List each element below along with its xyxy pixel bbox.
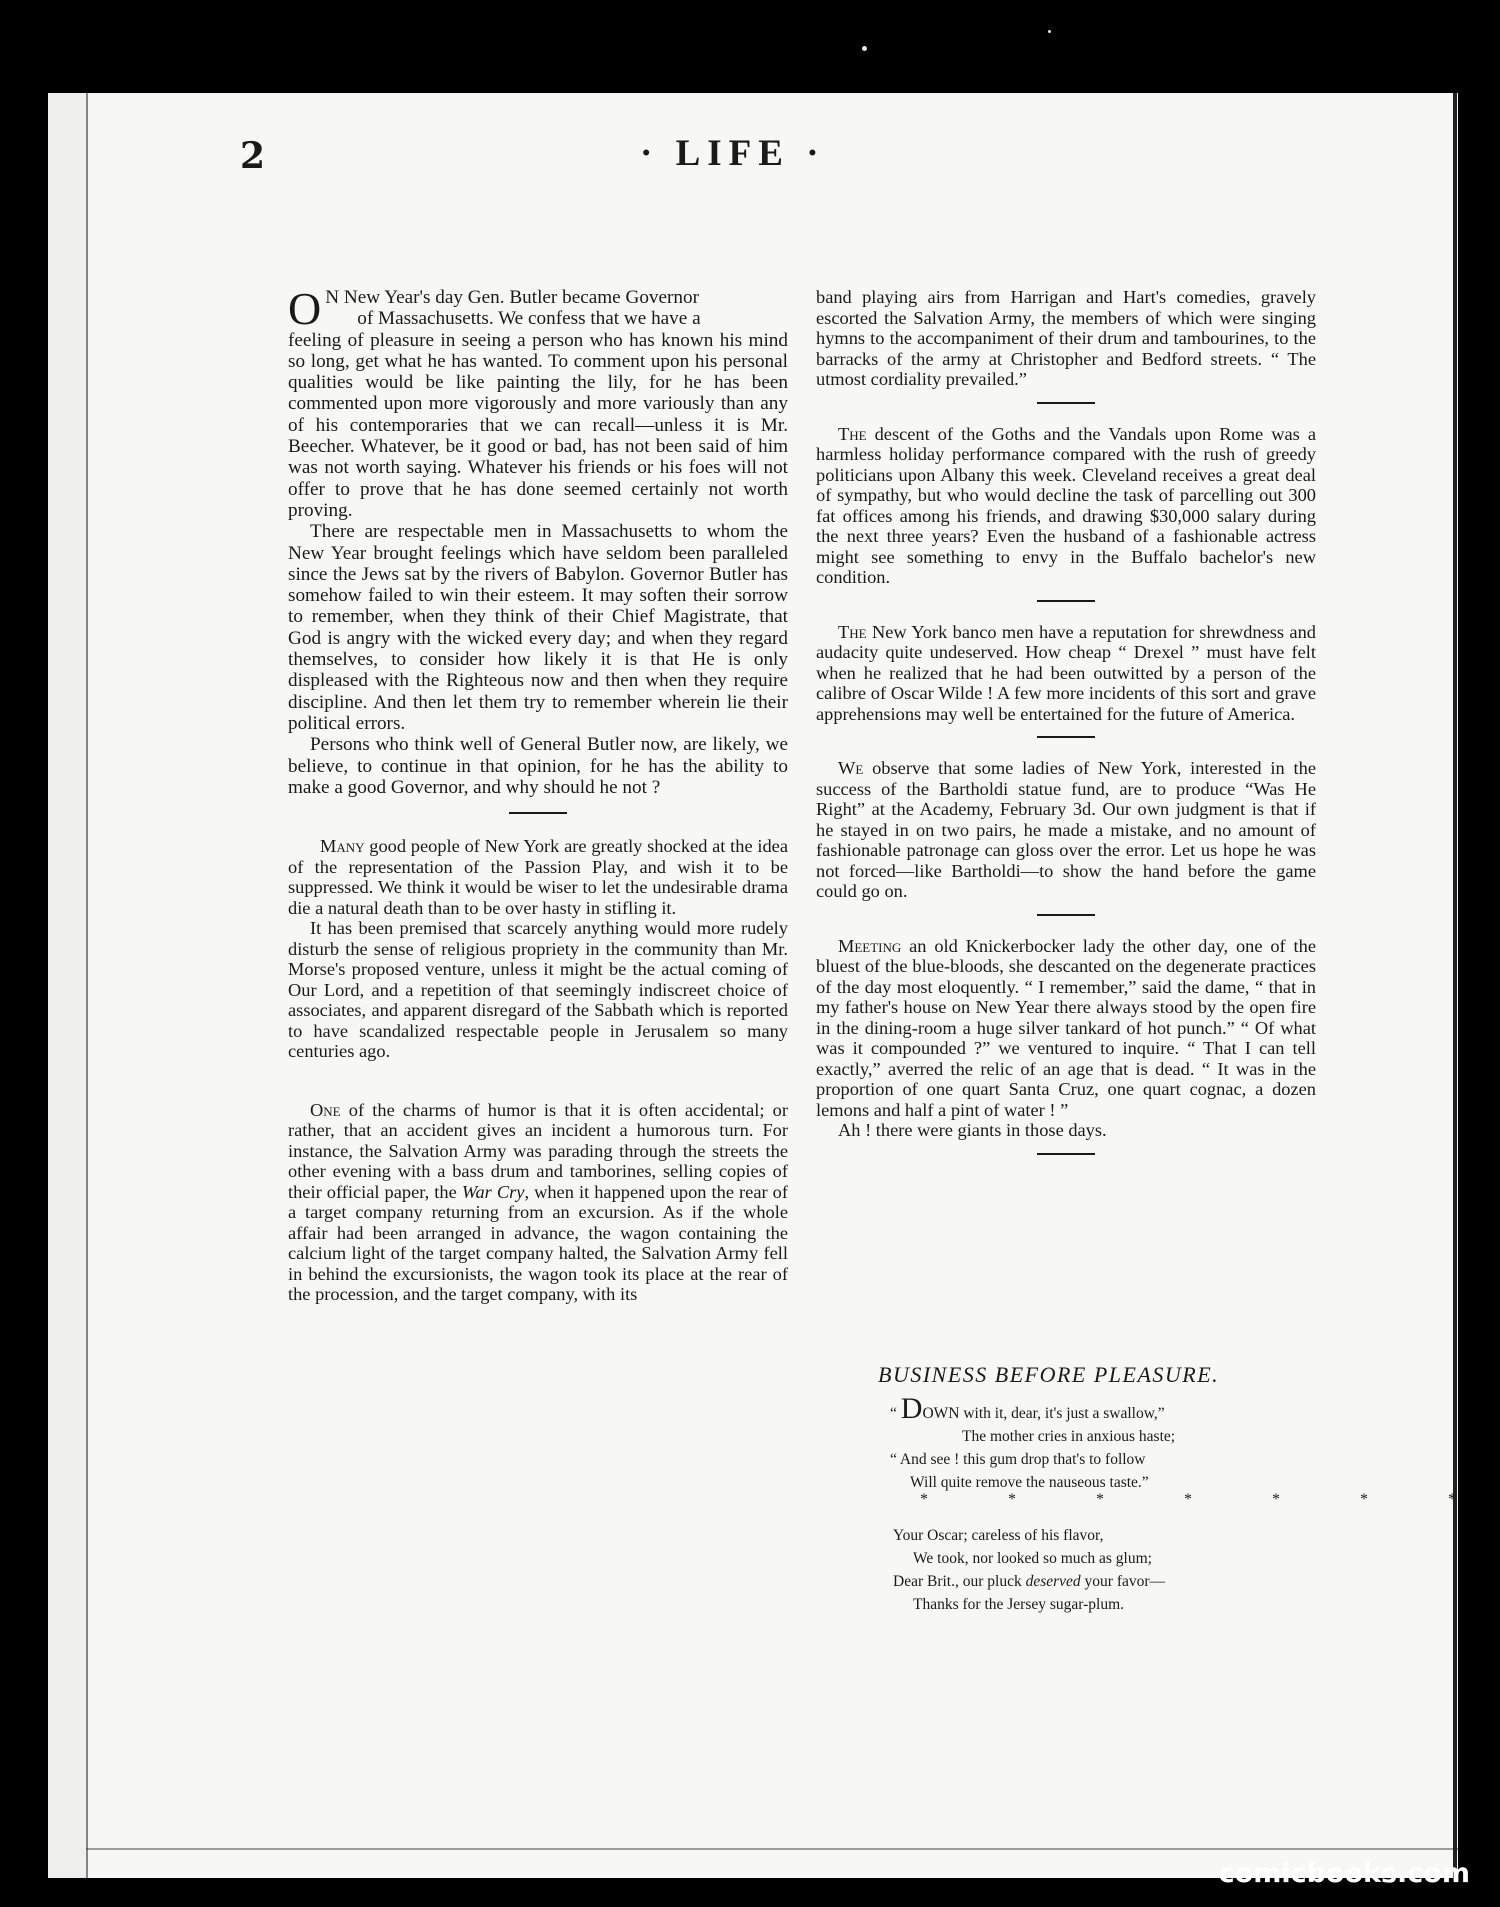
paragraph: There are respectable men in Massachusetts to whom the New Year brought feelings which have seldom been paralleled since the Jews sat by the rivers of Babylon. Governor Butler has somehow failed to win their esteem. It may soften their sorrow to remember, when they think of their Chief Magistrate, that God is angry with the wicked every day; and when they regard themselves, to consider how likely it is that He is only displeased with the Righteous now and then when they require discipline. And then let them try to remember wherein lie their political errors. [288,521,788,734]
article-salvation-army: One of the charms of humor is that it is often accidental; or rather, that an accident gives an incident a humorous turn. For instance, the Salvation Army was parading through the streets the other evening with a bass drum and tamborines, selling copies of their official paper, the War Cry, when it happened upon the rear of a target company returning from an excursion. As if the whole affair had been arranged in advance, the wagon containing the calcium light of the target company halted, the Salvation Army fell in behind the excursionists, the wagon took its place at the rear of the procession, and the target company, with its [288,1099,788,1305]
section-divider [1037,914,1095,916]
section-divider [509,812,567,814]
dust-speck [862,46,867,51]
article-butler-governor: O N New Year's day Gen. Butler became Governor of Massachusetts. We confess that we have a feeling of pleasure in seeing a person who has known his mind so long, get what he has wanted. To comment upon his personal qualities would be like painting the lily, for he has been commented upon more vigorously and more variously than any of his contemporaries that we can recall—unless it is Mr. Beecher. Whatever, be it good or bad, has not been said of him was not worth saying. Whatever his friends or his foes will not offer to prove that he has done seemed certainly not worth proving. [288,283,788,521]
paragraph: band playing airs from Harrigan and Hart's comedies, gravely escorted the Salvation Army, the members of which were singing hymns to the accompaniment of their drum and tambourines, to the barracks of the army at Christopher and Bedford streets. “ The utmost cordiality prevailed.” [816,287,1316,389]
dust-speck [1048,30,1051,33]
article-albany: The descent of the Goths and the Vandals upon Rome was a harmless holiday performance compared with the rush of greedy politicians upon Albany this week. Cleveland receives a great deal of sympathy, but who would decline the task of parcelling out 300 fat offices among his friends, and drawing $30,000 salary during the next three years? Even the husband of a fashionable actress might see something to envy in the Buffalo bachelor's new condition. [816,423,1316,587]
section-divider [1037,736,1095,738]
poem-stanza-1 [890,1392,1176,1494]
page-bottom-rule [86,1848,1458,1850]
poem-line: Dear Brit., our pluck deserved your favor— [893,1573,1166,1590]
paragraph: Persons who think well of General Butler now, are likely, we believe, to continue in that opinion, for he has the ability to make a good Governor, and why should he not ? [288,734,788,798]
section-divider [1037,1153,1095,1155]
poem-line: Thanks for the Jersey sugar-plum. [913,1596,1125,1613]
ornament-stars: * * * * * * * [920,1491,1494,1508]
section-divider [1037,600,1095,602]
section-spacer [509,1076,567,1078]
article-passion-play: Many good people of New York are greatly shocked at the idea of the representation of the Passion Play, and wish it to be suppressed. We think it would be wiser to let the undesirable drama die a natural death than to be over hasty in stifling it. [288,836,788,918]
poem-line: “ And see ! this gum drop that's to follow [890,1451,1146,1468]
article-bartholdi: We observe that some ladies of New York, interested in the success of the Bartholdi statue fund, are to produce “Was He Right” at the Academy, February 3d. Our own judgment is that if he stayed in on two pairs, he made a mistake, and no amount of fashionable patronage can gloss over the error. Let us hope he was not forced—like Bartholdi—to show the hand before the game could go on. [816,758,1316,901]
right-column [816,287,1316,1175]
page-left-rule [86,93,88,1878]
poem-line: We took, nor looked so much as glum; [913,1550,1152,1567]
left-column [288,283,788,1305]
masthead-title: · LIFE · [640,133,826,174]
poem-line: The mother cries in anxious haste; [962,1428,1176,1445]
site-watermark: comicbooks.com [1218,1858,1470,1889]
drop-cap: O [288,283,322,334]
page-left-margin [48,93,86,1878]
paragraph: Ah ! there were giants in those days. [838,1120,1107,1140]
article-banco-men: The New York banco men have a reputation for shrewdness and audacity quite undeserved. How cheap “ Drexel ” must have felt when he realized that he had been outwitted by a person of the calibre of Oscar Wilde ! A few more incidents of this sort and grave apprehensions may well be entertained for the future of America. [816,621,1316,724]
poem-stanza-2 [893,1524,1165,1616]
article-knickerbocker: Meeting an old Knickerbocker lady the other day, one of the bluest of the blue-bloods, she descanted on the degenerate practices of the day most eloquently. “ I remember,” said the dame, “ that in my father's house on New Year there always stood by the open fire in the dining-room a huge silver tankard of hot punch.” “ Of what was it compounded ?” we ventured to inquire. “ That I can tell exactly,” averred the relic of an age that is dead. “ It was in the proportion of one quart Santa Cruz, one quart cognac, a dozen lemons and half a pint of water ! ” [816,935,1316,1120]
poem-line: Your Oscar; careless of his flavor, [893,1527,1104,1544]
poem-title: BUSINESS BEFORE PLEASURE. [878,1362,1220,1387]
paragraph: It has been premised that scarcely anything would more rudely disturb the sense of religious propriety in the community than Mr. Morse's proposed venture, unless it might be the actual coming of Our Lord, and a repetition of that seemingly indiscreet choice of associates, and apparent disregard of the Sabbath which is reported to have scandalized respectable people in Jerusalem so many centuries ago. [288,918,788,1062]
page-number: 2 [240,135,266,177]
poem-line: Will quite remove the nauseous taste.” [910,1474,1149,1491]
binding-gutter [1453,93,1457,1878]
poem-line: “ DOWN with it, dear, it's just a swallow,” [890,1392,1165,1425]
drop-cap: D [900,1392,923,1425]
section-divider [1037,402,1095,404]
